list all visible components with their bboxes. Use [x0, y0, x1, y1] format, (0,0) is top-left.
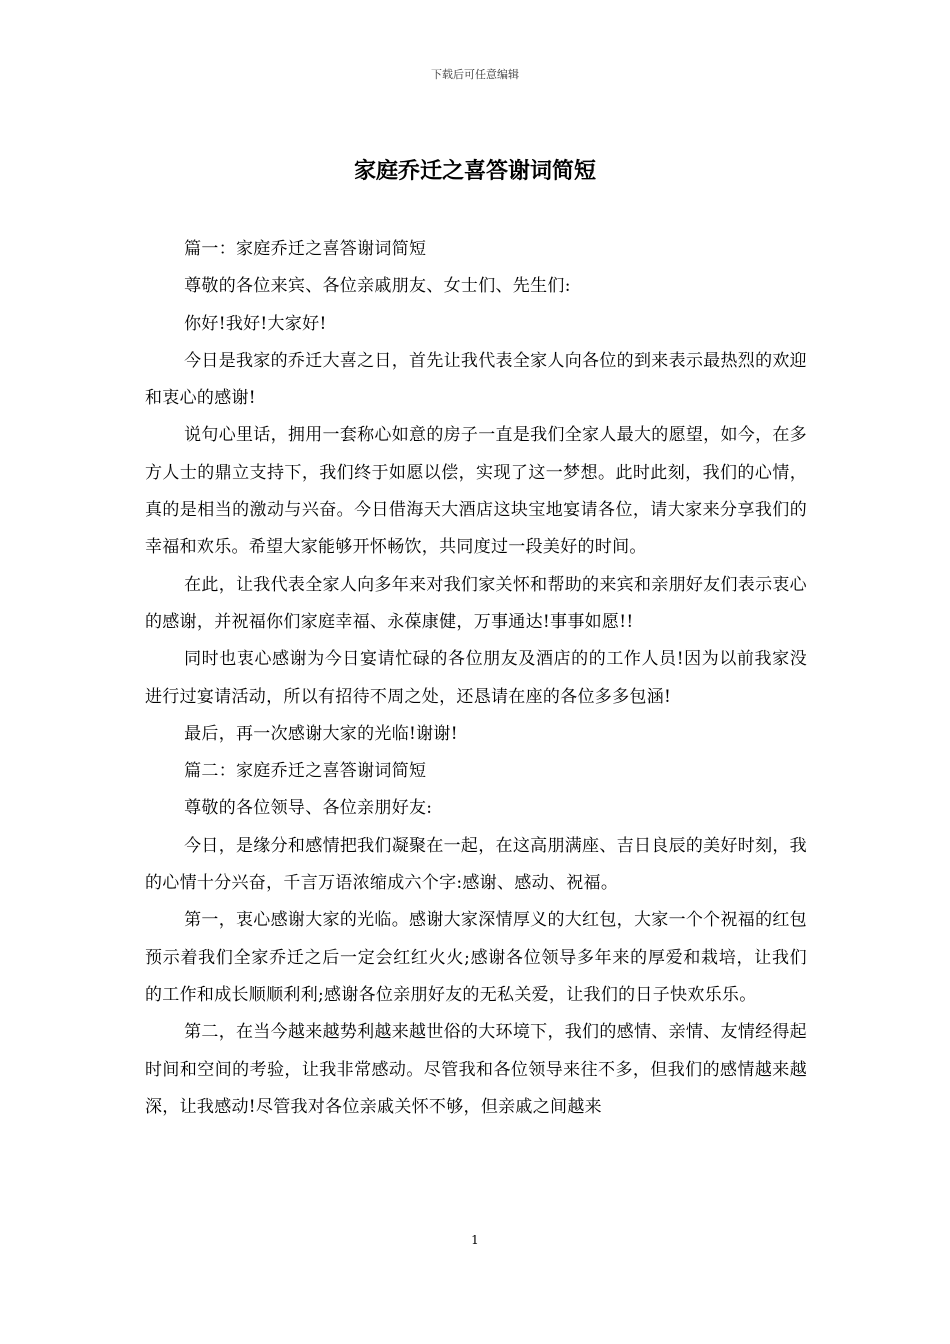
paragraph-closing-one: 最后，再一次感谢大家的光临!谢谢! [184, 723, 458, 744]
paragraph-section-one-heading: 篇一：家庭乔迁之喜答谢词简短 [184, 239, 427, 259]
paragraph-section-two-heading: 篇二：家庭乔迁之喜答谢词简短 [184, 761, 427, 782]
paragraph-salutation-one: 尊敬的各位来宾、各位亲戚朋友、女士们、先生们: [184, 276, 571, 297]
paragraph-heartfelt: 说句心里话，拥用一套称心如意的房子一直是我们全家人最大的愿望，如今，在多方人士的鼎立支持下，我们终于如愿以偿，实现了这一梦想。此时此刻，我们的心情，真的是相当的激动与兴奋。今日借海天大酒店这块宝地宴请各位，请大家来分享我们的幸福和欢乐。希望大家能够开怀畅饮，共同度过一段美好的时间。 [145, 425, 807, 558]
paragraph-today: 今日，是缘分和感情把我们凝聚在一起，在这高朋满座、吉日良辰的美好时刻，我的心情十分兴奋，千言万语浓缩成六个字:感谢、感动、祝福。 [145, 835, 807, 894]
paragraph-thanks-staff: 同时也衷心感谢为今日宴请忙碌的各位朋友及酒店的的工作人员!因为以前我家没进行过宴请活动，所以有招待不周之处，还恳请在座的各位多多包涵! [145, 649, 807, 707]
paragraph-second-point: 第二，在当今越来越势利越来越世俗的大环境下，我们的感情、亲情、友情经得起时间和空间的考验，让我非常感动。尽管我和各位领导来往不多，但我们的感情越来越深，让我感动!尽管我对各位亲戚关怀不够，但亲戚之间越来 [145, 1022, 807, 1117]
document-title: 家庭乔迁之喜答谢词简短 [353, 158, 596, 184]
paragraph-greeting: 你好!我好!大家好! [184, 313, 327, 334]
page-number: 1 [471, 1233, 479, 1247]
document-body [145, 231, 807, 1126]
header-note: 下载后可任意编辑 [431, 68, 519, 81]
paragraph-first-point: 第一，衷心感谢大家的光临。感谢大家深情厚义的大红包，大家一个个祝福的红包预示着我们全家乔迁之后一定会红红火火;感谢各位领导多年来的厚爱和栽培，让我们的工作和成长顺顺利利;感谢各位亲朋好友的无私关爱，让我们的日子快欢乐乐。 [145, 910, 807, 1005]
paragraph-welcome: 今日是我家的乔迁大喜之日，首先让我代表全家人向各位的到来表示最热烈的欢迎和衷心的感谢! [145, 350, 807, 409]
paragraph-salutation-two: 尊敬的各位领导、各位亲朋好友: [184, 798, 433, 819]
paragraph-thanks-family: 在此，让我代表全家人向多年来对我们家关怀和帮助的来宾和亲朋好友们表示衷心的感谢，并祝福你们家庭幸福、永葆康健，万事通达!事事如愿!! [145, 574, 807, 632]
